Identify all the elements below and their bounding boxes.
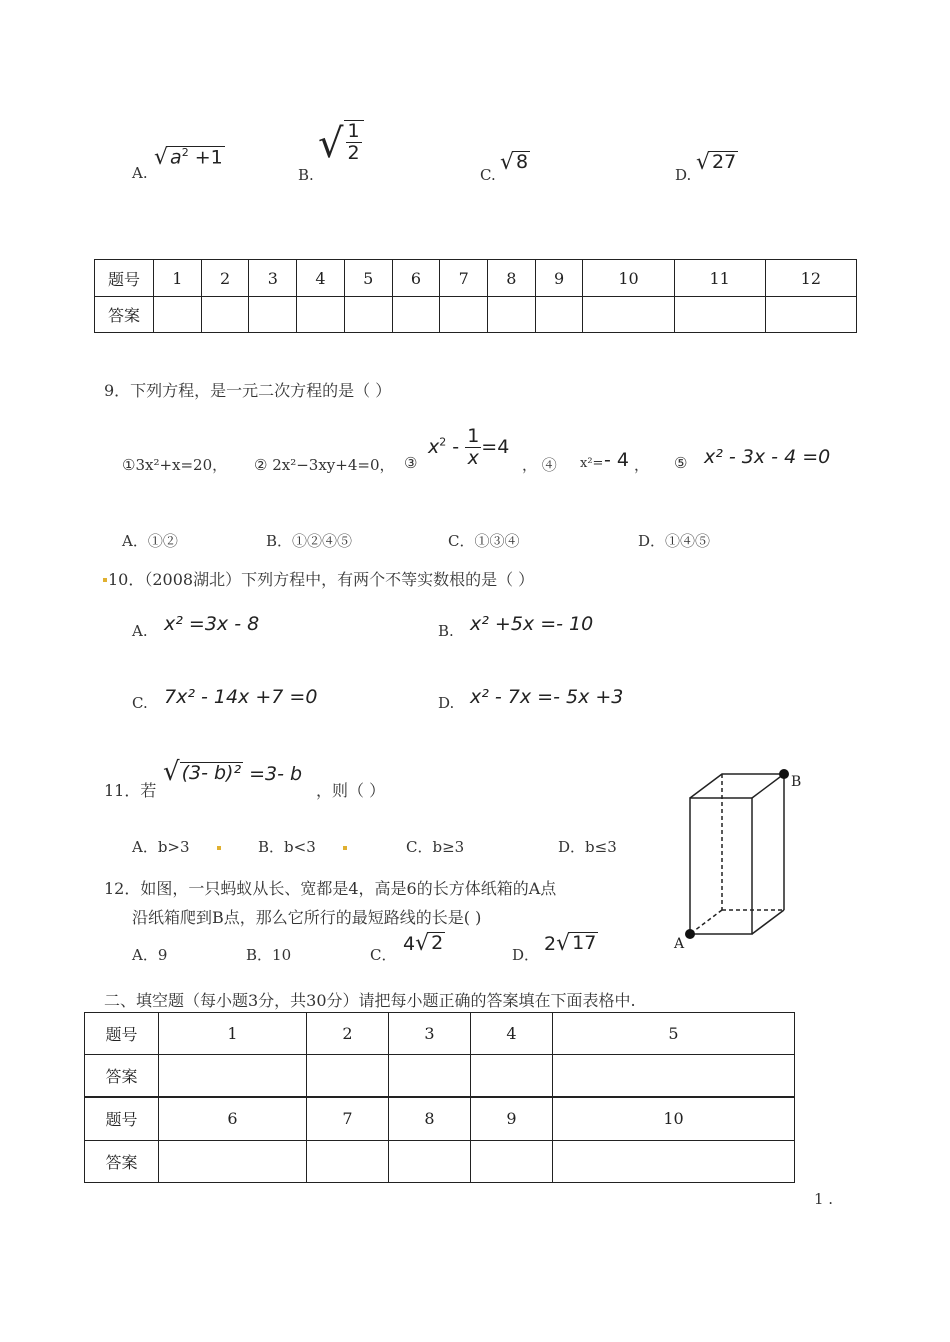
q8-option-a-label: A. xyxy=(132,164,148,182)
q10-stem: 10．（2008湖北）下列方程中，有两个不等实数根的是（ ） xyxy=(108,570,535,589)
q12-d-coef: 2 xyxy=(544,932,557,955)
q9-option-b: B．①②④⑤ xyxy=(266,532,353,550)
q12-option-a: A．9 xyxy=(132,946,168,964)
q11-radicand: (3- b)² xyxy=(181,762,242,785)
q9-item3-minus: - xyxy=(446,435,466,458)
q8-c-radicand: 8 xyxy=(516,151,529,173)
q11-stem-prefix: 11．若 xyxy=(104,781,157,800)
table2-answer-cell[interactable] xyxy=(159,1055,307,1097)
q11-rhs: =3- b xyxy=(249,763,303,785)
q9-item3-expr xyxy=(428,426,509,469)
q12-line1: 12．如图，一只蚂蚁从长、宽都是4，高是6的长方体纸箱的A点 xyxy=(104,879,557,898)
page-number: 1 . xyxy=(814,1190,834,1208)
table2-answer-cell[interactable] xyxy=(553,1055,795,1097)
point-b-marker xyxy=(779,769,789,779)
q8-a-exp: 2 xyxy=(181,146,189,159)
table2-number: 9 xyxy=(471,1097,553,1141)
q10-option-d-expr: x² - 7x =- 5x +3 xyxy=(470,686,624,708)
q9-item5-mark: ⑤ xyxy=(674,454,688,472)
q11-option-a: A．b>3 xyxy=(132,838,190,856)
table2-answer-cell[interactable] xyxy=(159,1141,307,1183)
table1-number: 9 xyxy=(535,260,583,297)
q12-c-coef: 4 xyxy=(403,932,416,955)
table2-number: 3 xyxy=(389,1013,471,1055)
q10-option-b-label: B. xyxy=(438,622,454,640)
q9-option-c: C．①③④ xyxy=(448,532,520,550)
q10-option-a-label: A. xyxy=(132,622,148,640)
table2-number: 7 xyxy=(307,1097,389,1141)
q10-option-d-label: D. xyxy=(438,694,455,712)
q8-option-a-expr: √ $a^2 +1$ xyxy=(154,145,223,171)
table2-number: 5 xyxy=(553,1013,795,1055)
q9-option-d: D．①④⑤ xyxy=(638,532,711,550)
answer-table-1 xyxy=(94,259,857,333)
cuboid-hidden-bottom-left xyxy=(690,910,722,934)
table1-number: 4 xyxy=(297,260,345,297)
q12-c-radicand: 2 xyxy=(431,932,444,954)
q11-expr: √ (3- b)² =3- b xyxy=(163,757,303,787)
decorative-dot xyxy=(343,846,347,850)
q8-option-c-label: C. xyxy=(480,166,496,184)
table2-number: 8 xyxy=(389,1097,471,1141)
table1-answer-label: 答案 xyxy=(95,297,154,333)
q9-option-a: A．①② xyxy=(122,532,178,550)
q12-option-b: B．10 xyxy=(246,946,292,964)
table1-answer-cell[interactable] xyxy=(154,297,202,333)
table1-number: 7 xyxy=(440,260,488,297)
table2-number: 10 xyxy=(553,1097,795,1141)
q11-option-c: C．b≥3 xyxy=(406,838,465,856)
q11-stem-suffix: ，则（ ） xyxy=(316,781,386,800)
decorative-dot xyxy=(217,846,221,850)
q9-item1: ①3x²+x=20， xyxy=(122,456,228,474)
table2-answer-cell[interactable] xyxy=(389,1055,471,1097)
point-a-marker xyxy=(685,929,695,939)
q8-d-radicand: 27 xyxy=(712,151,737,173)
table2-number: 2 xyxy=(307,1013,389,1055)
table2-header-label: 题号 xyxy=(85,1013,159,1055)
q9-item3-lhs: x xyxy=(428,435,440,458)
q9-item3-rhs: =4 xyxy=(481,435,510,458)
table1-answer-cell[interactable] xyxy=(488,297,536,333)
q8-b-den: 2 xyxy=(347,141,360,164)
q8-option-d-label: D. xyxy=(675,166,692,184)
q9-item3-exp: 2 xyxy=(439,435,447,449)
table1-answer-cell[interactable] xyxy=(674,297,765,333)
table1-answer-cell[interactable] xyxy=(583,297,674,333)
q8-option-c-expr: √ 8 xyxy=(500,149,529,175)
q8-option-b-expr: √ $\frac{1}{2}$ xyxy=(318,120,364,164)
q9-item3-mark: ③ xyxy=(404,454,418,472)
table1-number: 10 xyxy=(583,260,674,297)
table2-answer-label: 答案 xyxy=(85,1055,159,1097)
table2-number: 1 xyxy=(159,1013,307,1055)
table1-answer-cell[interactable] xyxy=(535,297,583,333)
q9-item4-comma: ， xyxy=(634,456,650,474)
table1-number: 6 xyxy=(392,260,440,297)
table1-number: 8 xyxy=(488,260,536,297)
table1-answer-cell[interactable] xyxy=(392,297,440,333)
cuboid-front-face xyxy=(690,798,752,934)
table1-answer-cell[interactable] xyxy=(765,297,856,333)
q9-item4-text: x²= xyxy=(580,456,604,471)
table2-answer-cell[interactable] xyxy=(553,1141,795,1183)
q9-item3-num: 1 xyxy=(467,425,480,447)
decorative-dot xyxy=(103,578,107,582)
q9-item3-den: x xyxy=(467,446,479,469)
q10-option-b-expr: x² +5x =- 10 xyxy=(470,613,594,635)
table1-number: 2 xyxy=(201,260,249,297)
table2-answer-cell[interactable] xyxy=(307,1055,389,1097)
q8-option-d-expr: √ 27 xyxy=(696,149,737,175)
q10-option-c-expr: 7x² - 14x +7 =0 xyxy=(164,686,318,708)
q9-item2: ② 2x²−3xy+4=0， xyxy=(254,456,395,474)
cuboid-figure xyxy=(670,762,810,962)
q11-option-d: D．b≤3 xyxy=(558,838,617,856)
q9-item5-expr: x² - 3x - 4 =0 xyxy=(704,446,831,468)
q8-b-num: 1 xyxy=(347,120,360,142)
cuboid-bottom-right-edge xyxy=(752,910,784,934)
table1-answer-cell[interactable] xyxy=(440,297,488,333)
table2-number: 6 xyxy=(159,1097,307,1141)
table2-answer-cell[interactable] xyxy=(389,1141,471,1183)
table2-answer-cell[interactable] xyxy=(471,1141,553,1183)
q8-a-rest: +1 xyxy=(194,146,223,169)
q12-option-c-label: C． xyxy=(370,946,397,964)
q12-option-d-expr: 2 √ 17 xyxy=(544,930,597,956)
table1-number: 1 xyxy=(154,260,202,297)
q9-item4-value: - 4 xyxy=(604,449,629,471)
table1-answer-cell[interactable] xyxy=(249,297,297,333)
q9-item4-mark: ， ④ xyxy=(522,456,557,474)
q11-option-b: B．b<3 xyxy=(258,838,316,856)
table1-answer-cell[interactable] xyxy=(297,297,345,333)
q10-option-c-label: C. xyxy=(132,694,148,712)
table1-number: 12 xyxy=(765,260,856,297)
table2-number: 4 xyxy=(471,1013,553,1055)
point-a-label: A xyxy=(674,936,685,952)
point-b-label: B xyxy=(791,774,802,790)
q8-option-b-label: B. xyxy=(298,166,314,184)
answer-table-2 xyxy=(84,1012,795,1183)
section2-title: 二、填空题（每小题3分，共30分）请把每小题正确的答案填在下面表格中. xyxy=(104,991,636,1010)
q12-option-d-label: D． xyxy=(512,946,540,964)
table1-answer-cell[interactable] xyxy=(344,297,392,333)
q8-a-base: a xyxy=(170,146,182,169)
table2-answer-cell[interactable] xyxy=(471,1055,553,1097)
cuboid-top-edges xyxy=(690,774,784,798)
table1-number: 5 xyxy=(344,260,392,297)
table1-header-label: 题号 xyxy=(95,260,154,297)
table1-number: 11 xyxy=(674,260,765,297)
q12-option-c-expr: 4 √ 2 xyxy=(403,930,444,956)
q12-line2: 沿纸箱爬到B点，那么它所行的最短路线的长是( ) xyxy=(132,908,482,927)
q12-d-radicand: 17 xyxy=(572,932,597,954)
table1-answer-cell[interactable] xyxy=(201,297,249,333)
table2-answer-cell[interactable] xyxy=(307,1141,389,1183)
q9-stem: 9．下列方程，是一元二次方程的是（ ） xyxy=(104,381,392,400)
table1-number: 3 xyxy=(249,260,297,297)
table2-answer-label: 答案 xyxy=(85,1141,159,1183)
table2-header-label: 题号 xyxy=(85,1097,159,1141)
q10-option-a-expr: x² =3x - 8 xyxy=(164,613,260,635)
